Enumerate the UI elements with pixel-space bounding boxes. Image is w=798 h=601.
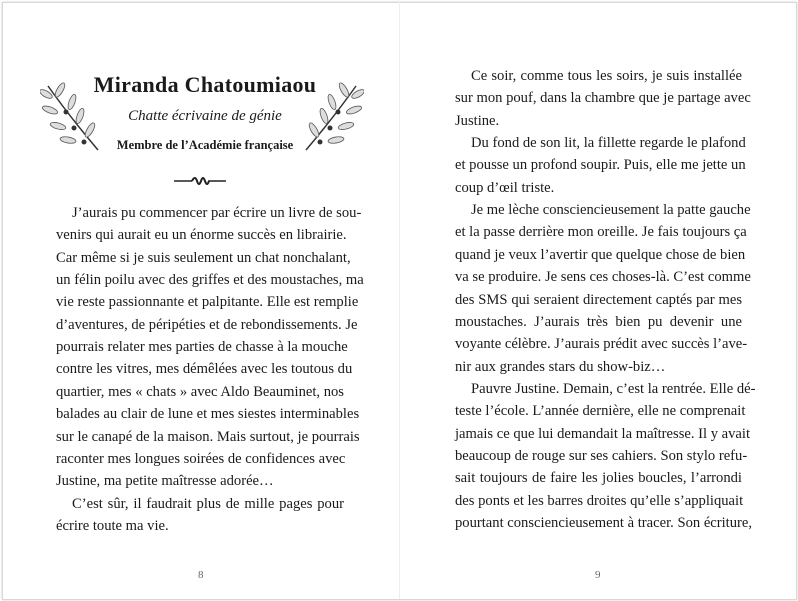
text-line: contre les vitres, mes démêlées avec les toutous du — [56, 361, 353, 378]
text-line: Pauvre Justine. Demain, c’est la rentrée. Elle dé- — [471, 380, 756, 397]
text-line: pourrais relater mes parties de chasse à la mouche — [56, 339, 348, 356]
author-subtitle: Chatte écrivaine de génie — [128, 108, 282, 124]
text-line: Car même si je suis seulement un chat nonchalant, — [56, 249, 351, 266]
text-line: sait toujours de faire les jolies boucles, l’arrondi — [455, 470, 742, 487]
page-gutter — [399, 2, 400, 599]
text-line: sur mon pouf, dans la chambre que je partage avec — [455, 90, 751, 107]
page-number-left: 8 — [198, 569, 204, 581]
text-line: des SMS qui seraient directement captés par mes — [455, 291, 742, 308]
text-line: va se produire. Je sens ces choses-là. C’est comme — [455, 269, 751, 286]
text-line: un félin poilu avec des griffes et des moustaches, ma — [56, 272, 364, 289]
text-line: sur le canapé de la maison. Mais surtout, je pourrais — [56, 428, 360, 445]
text-line: et pousse un profond soupir. Puis, elle me jette un — [455, 157, 746, 174]
text-line: écrire toute ma vie. — [56, 517, 169, 534]
text-line: d’aventures, de péripéties et de rebondissements. Je — [56, 316, 358, 333]
text-line: quand je veux l’avertir que quelque chose de bien — [455, 246, 746, 263]
text-line: C’est sûr, il faudrait plus de mille pages pour — [72, 495, 344, 512]
text-line: Du fond de son lit, la fillette regarde le plafond — [471, 135, 746, 152]
text-line: quartier, mes « chats » avec Aldo Beauminet, nos — [56, 383, 344, 400]
text-line: J’aurais pu commencer par écrire un livre de sou- — [72, 205, 362, 221]
ornament-divider-icon — [172, 174, 228, 188]
text-line: moustaches. J’aurais très bien pu devenir une — [455, 313, 742, 330]
text-line: venirs qui aurait eu un énorme succès en librairie. — [56, 227, 347, 244]
text-line: Je me lèche consciencieusement la patte gauche — [471, 202, 751, 219]
text-line: pourtant consciencieusement à tracer. Son écriture, — [455, 515, 753, 531]
text-line: raconter mes longues soirées de confidences avec — [56, 450, 346, 467]
text-line: balades au clair de lune et mes siestes interminables — [56, 406, 360, 423]
text-line: des ponts et les barres droites qu’elle s’appliquait — [455, 492, 744, 509]
page-number-right: 9 — [595, 569, 601, 581]
text-line: jamais ce que lui demandait la maîtresse. Il y avait — [455, 425, 751, 442]
text-line: voyante célèbre. J’aurais prédit avec succès l’ave- — [455, 336, 748, 353]
text-line: teste l’école. L’année dernière, elle ne comprenait — [455, 403, 746, 420]
author-title: Miranda Chatoumiaou — [93, 72, 317, 97]
text-line: vie reste passionnante et palpitante. Elle est remplie — [56, 294, 359, 311]
text-line: et la passe derrière mon oreille. Je fais toujours ça — [455, 224, 747, 241]
text-line: beaucoup de rouge sur ses cahiers. Son stylo refu- — [455, 447, 748, 464]
text-line: Justine, ma petite maîtresse adorée… — [56, 473, 274, 490]
text-line: coup d’œil triste. — [455, 179, 555, 196]
text-line: Ce soir, comme tous les soirs, je suis installée — [471, 68, 742, 84]
text-line: Justine. — [455, 112, 500, 129]
text-line: nir aux grandes stars du show-biz… — [455, 358, 666, 375]
author-membership: Membre de l’Académie française — [116, 138, 294, 152]
